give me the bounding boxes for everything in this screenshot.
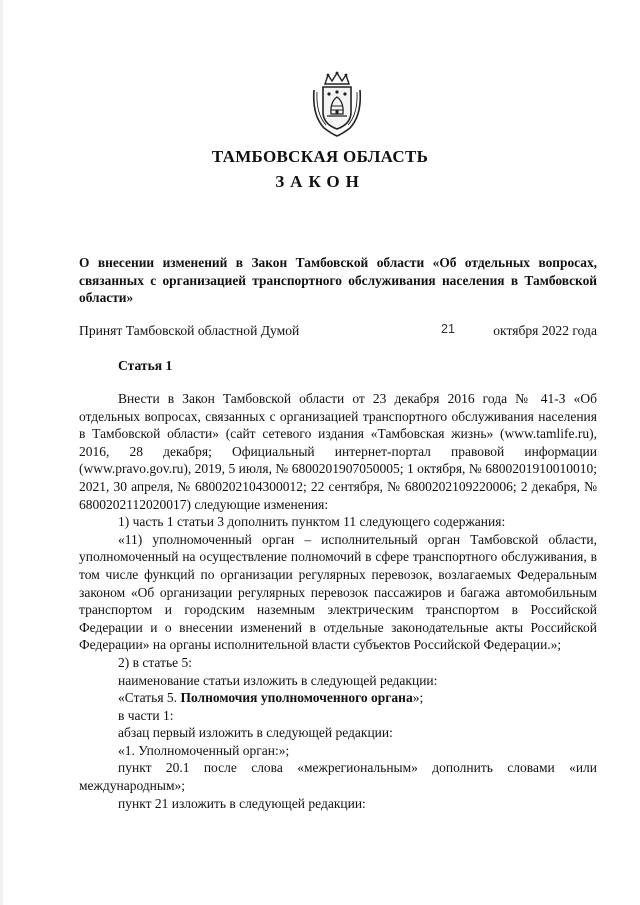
acceptance-text: Принят Тамбовской областной Думой [79, 323, 300, 338]
acceptance-day: 21 [441, 322, 455, 336]
paragraph: Внести в Закон Тамбовской области от 23 декабря 2016 года № 41-З «Об отдельных вопросах, связанных с организацией транспортного обслуживания населения в Тамбовской области» (сайт сетевого издания «Тамбовская жизнь» (www.tamlife.ru), 2016, 28 декабря; Официальный интернет-портал правовой информации (www.pravo.gov.ru), 2019, 5 июля, № 6800201907050005; 1 октября, № 6800201910010010; 2021, 30 апреля, № 6800202104300012; 22 сентября, № 6800202109220006; 2 декабря, № 6800202112020017) следующие изменения: [79, 391, 597, 512]
paragraph: пункт 21 изложить в следующей редакции: [118, 795, 366, 811]
coat-of-arms-icon [308, 70, 366, 138]
acceptance-line [79, 323, 597, 339]
paragraph-bold: Полномочия уполномоченного органа [180, 690, 413, 706]
law-title: О внесении изменений в Закон Тамбовской области «Об отдельных вопросах, связанных с организацией транспортного обслуживания населения в Тамбовской области» [79, 255, 597, 305]
region-name: ТАМБОВСКАЯ ОБЛАСТЬ [211, 147, 429, 166]
paragraph: абзац первый изложить в следующей редакции: [118, 725, 393, 741]
article-body [79, 390, 597, 812]
paragraph: 2) в статье 5: [118, 654, 192, 670]
document-type: ЗАКОН [275, 172, 365, 191]
paragraph: 1) часть 1 статьи 3 дополнить пунктом 11 следующего содержания: [118, 514, 506, 530]
article-heading: Статья 1 [118, 358, 173, 373]
paragraph: наименование статьи изложить в следующей редакции: [118, 672, 438, 688]
paragraph: пункт 20.1 после слова «межрегиональным» дополнить словами «или международным»; [79, 760, 597, 794]
paragraph: «1. Уполномоченный орган:»; [118, 742, 290, 758]
paragraph: в части 1: [118, 707, 174, 723]
paragraph-suffix: »; [412, 690, 424, 706]
paragraph-prefix: «Статья 5. [118, 690, 181, 706]
scan-edge [0, 0, 3, 905]
paragraph [79, 689, 597, 707]
acceptance-month-year: октября 2022 года [493, 323, 597, 338]
paragraph: «11) уполномоченный орган – исполнительный орган Тамбовской области, уполномоченный на осуществление полномочий в сфере транспортного обслуживания, в том числе функций по организации регулярных перевозок, возлагаемых Федеральным законом «Об организации регулярных перевозок пассажиров и багажа автомобильным транспортом и городским наземным электрическим транспортом в Российской Федерации и о внесении изменений в отдельные законодательные акты Российской Федерации» на органы исполнительной власти субъектов Российской Федерации.»; [79, 531, 597, 653]
